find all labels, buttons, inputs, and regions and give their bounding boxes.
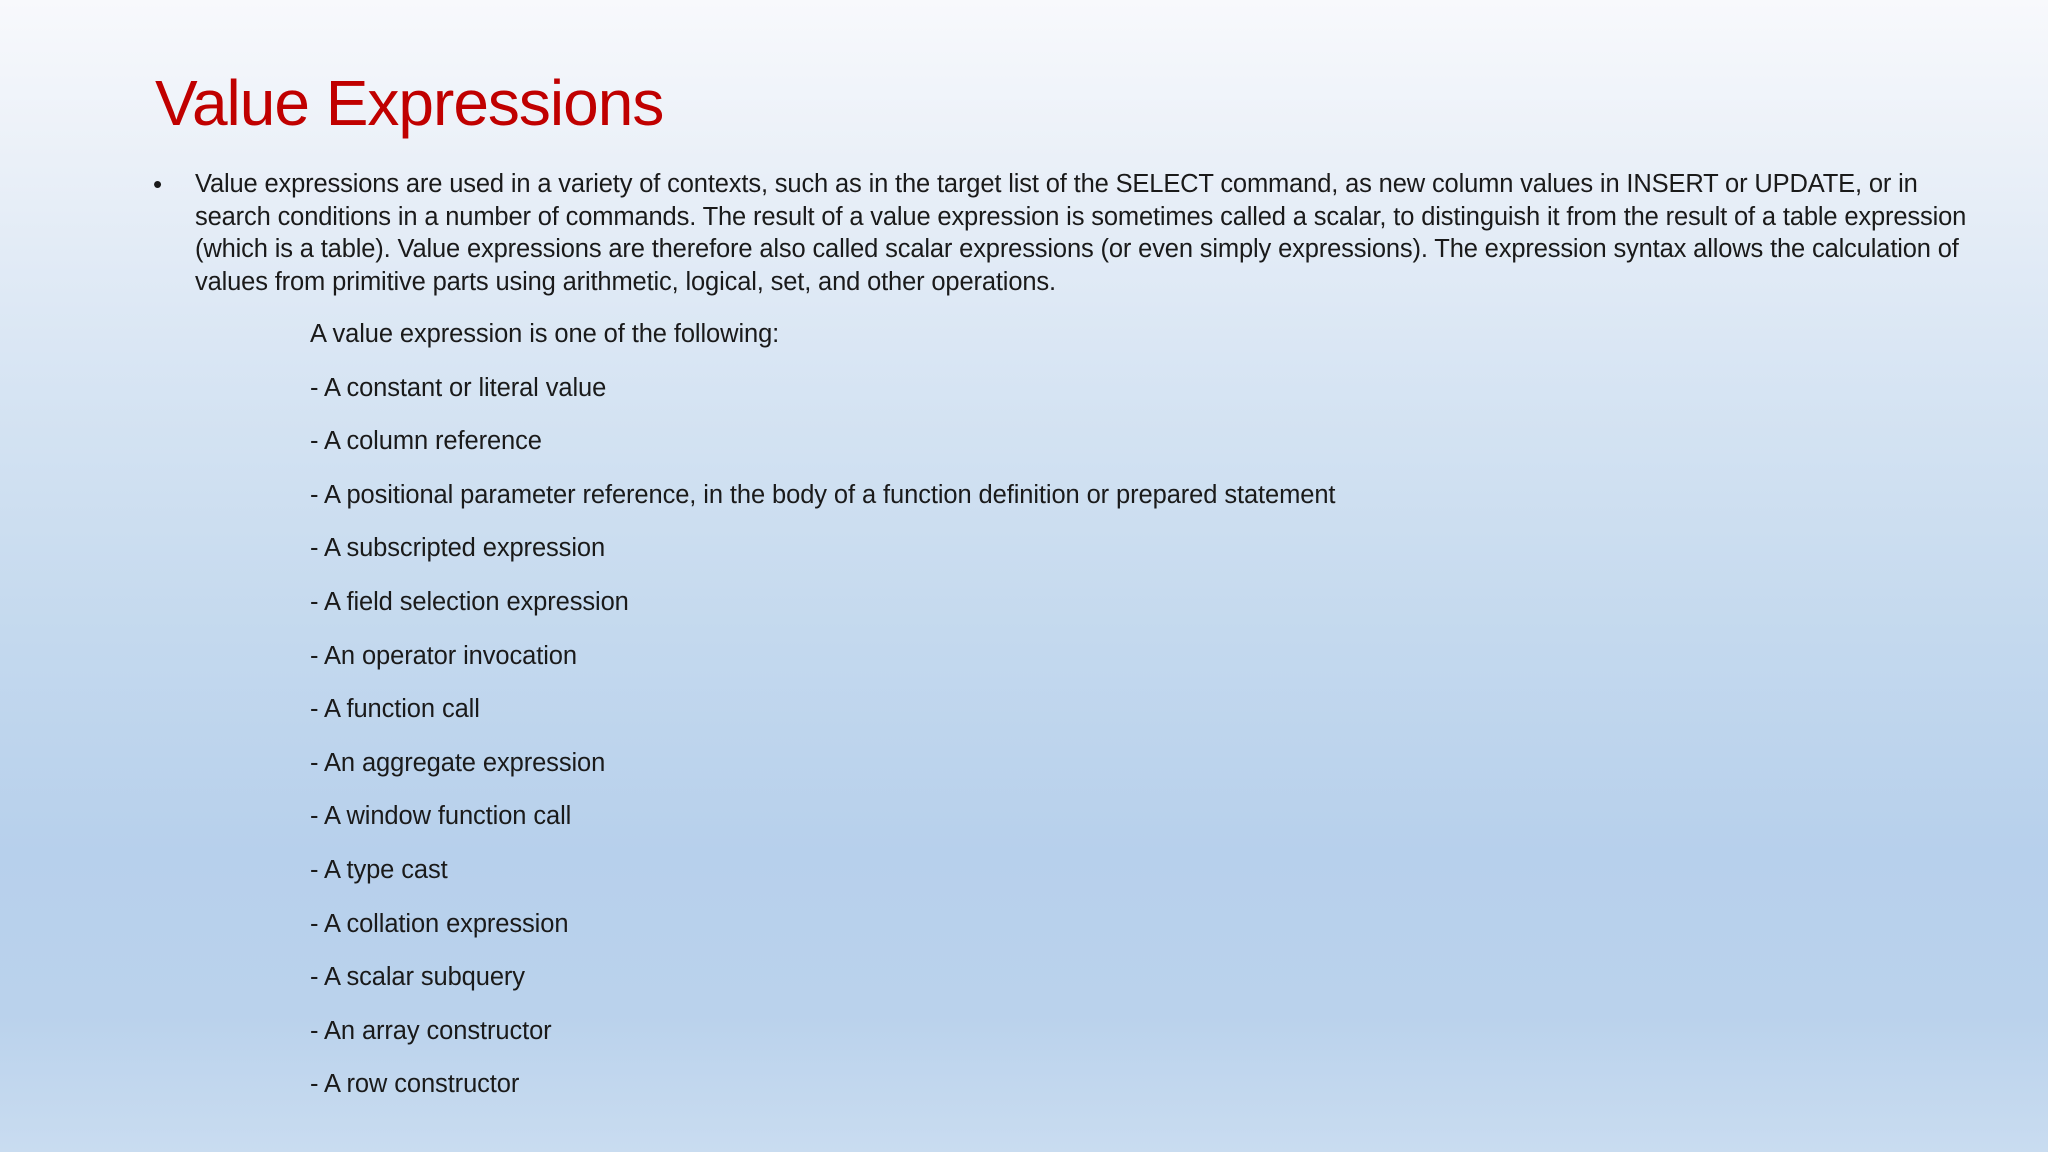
list-item: - A window function call	[310, 802, 572, 831]
list-item: - A subscripted expression	[310, 534, 606, 563]
list-item: - A column reference	[310, 427, 542, 456]
list-item: - A collation expression	[310, 909, 569, 938]
list-item: - A constant or literal value	[310, 373, 607, 402]
list-item: - A row constructor	[310, 1070, 520, 1099]
list-item: - A field selection expression	[310, 587, 629, 616]
list-item: - An array constructor	[310, 1016, 552, 1045]
list-item: - A positional parameter reference, in the body of a function definition or prepared statement	[310, 480, 1336, 509]
value-expression-list	[310, 318, 1335, 1122]
list-item: - An aggregate expression	[310, 748, 606, 777]
list-intro: A value expression is one of the following:	[310, 320, 780, 348]
list-item: - An operator invocation	[310, 641, 577, 670]
list-item: - A function call	[310, 695, 480, 724]
list-item: - A type cast	[310, 855, 448, 884]
intro-paragraph: Value expressions are used in a variety of contexts, such as in the target list of the SELECT command, as new column values in INSERT or UPDATE, or in search conditions in a number of commands. The result of a value expression is sometimes called a scalar, to distinguish it from the result of a table expression (which is a table). Value expressions are therefore also called scalar expressions (or even simply expressions). The expression syntax allows the calculation of values from primitive parts using arithmetic, logical, set, and other operations.	[195, 170, 1967, 296]
bullet-marker: •	[153, 169, 163, 199]
slide-title: Value Expressions	[155, 67, 664, 139]
list-item: - A scalar subquery	[310, 963, 525, 992]
